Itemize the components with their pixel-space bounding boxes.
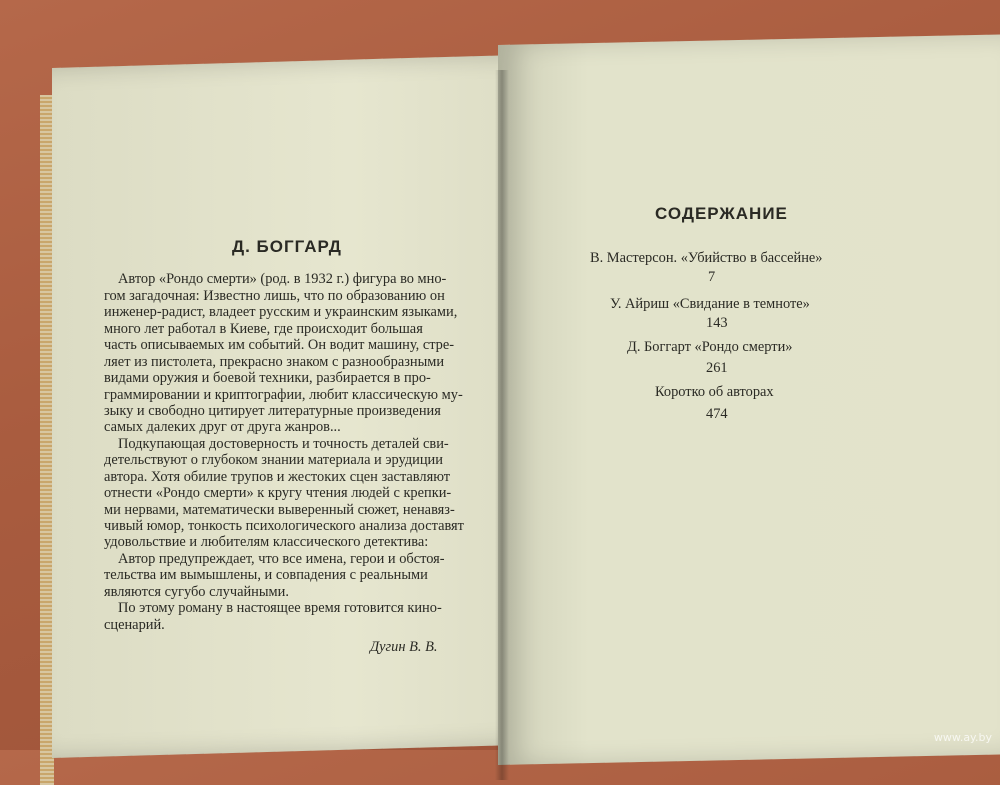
author-heading: Д. БОГГАРД: [232, 237, 342, 256]
paragraph-line: гом загадочная: Известно лишь, что по образованию он: [104, 288, 445, 304]
paragraph-line: отнести «Рондо смерти» к кругу чтения людей с крепки-: [104, 485, 452, 501]
paragraph-line: автора. Хотя обилие трупов и жестоких сцен заставляют: [104, 469, 451, 485]
toc-entry-page: 7: [708, 269, 716, 285]
toc-entry-page: 261: [706, 360, 728, 376]
paragraph-line: По этому роману в настоящее время готовится кино-: [118, 600, 442, 616]
watermark: www.ay.by: [933, 731, 992, 744]
paragraph-line: видами оружия и боевой техники, разбирается в про-: [104, 370, 431, 386]
paragraph-line: граммировании и криптографии, любит классическую му-: [104, 387, 463, 403]
toc-entry-title: Коротко об авторах: [655, 384, 774, 400]
paragraph-line: много лет работал в Киеве, где происходит большая: [104, 321, 423, 337]
paragraph-line: являются сугубо случайными.: [104, 584, 289, 600]
paragraph-line: чивый юмор, тонкость психологического анализа доставят: [104, 518, 464, 534]
paragraph-line: Подкупающая достоверность и точность деталей сви-: [118, 436, 449, 452]
toc-entry-title: У. Айриш «Свидание в темноте»: [610, 296, 810, 312]
paragraph-line: ляет из пистолета, прекрасно знаком с разнообразными: [104, 354, 445, 370]
paragraph-line: Автор предупреждает, что все имена, герои и обстоя-: [118, 551, 445, 567]
toc-entry-title: В. Мастерсон. «Убийство в бассейне»: [590, 250, 823, 266]
toc-entry-page: 143: [706, 315, 728, 331]
paragraph-line: самых далеких друг от друга жанров...: [104, 419, 341, 435]
paragraph-line: тельства им вымышлены, и совпадения с реальными: [104, 567, 428, 583]
contents-heading: СОДЕРЖАНИЕ: [655, 204, 788, 223]
paragraph-line: инженер-радист, владеет русским и украинским языками,: [104, 304, 458, 320]
paragraph-line: детельствуют о глубоком знании материала и эрудиции: [104, 452, 443, 468]
signature: Дугин В. В.: [370, 639, 438, 655]
paragraph-line: удовольствие и любителям классического детектива:: [104, 534, 429, 550]
toc-entry-title: Д. Боггарт «Рондо смерти»: [627, 339, 793, 355]
paragraph-line: часть описываемых им событий. Он водит машину, стре-: [104, 337, 455, 353]
book-spine-gutter: [495, 70, 509, 780]
paragraph-line: ми нервами, математически выверенный сюжет, ненавяз-: [104, 502, 455, 518]
paragraph-line: зыку и свободно цитирует литературные произведения: [104, 403, 441, 419]
paragraph-line: сценарий.: [104, 617, 165, 633]
paragraph-line: Автор «Рондо смерти» (род. в 1932 г.) фигура во мно-: [118, 271, 447, 287]
toc-entry-page: 474: [706, 406, 728, 422]
